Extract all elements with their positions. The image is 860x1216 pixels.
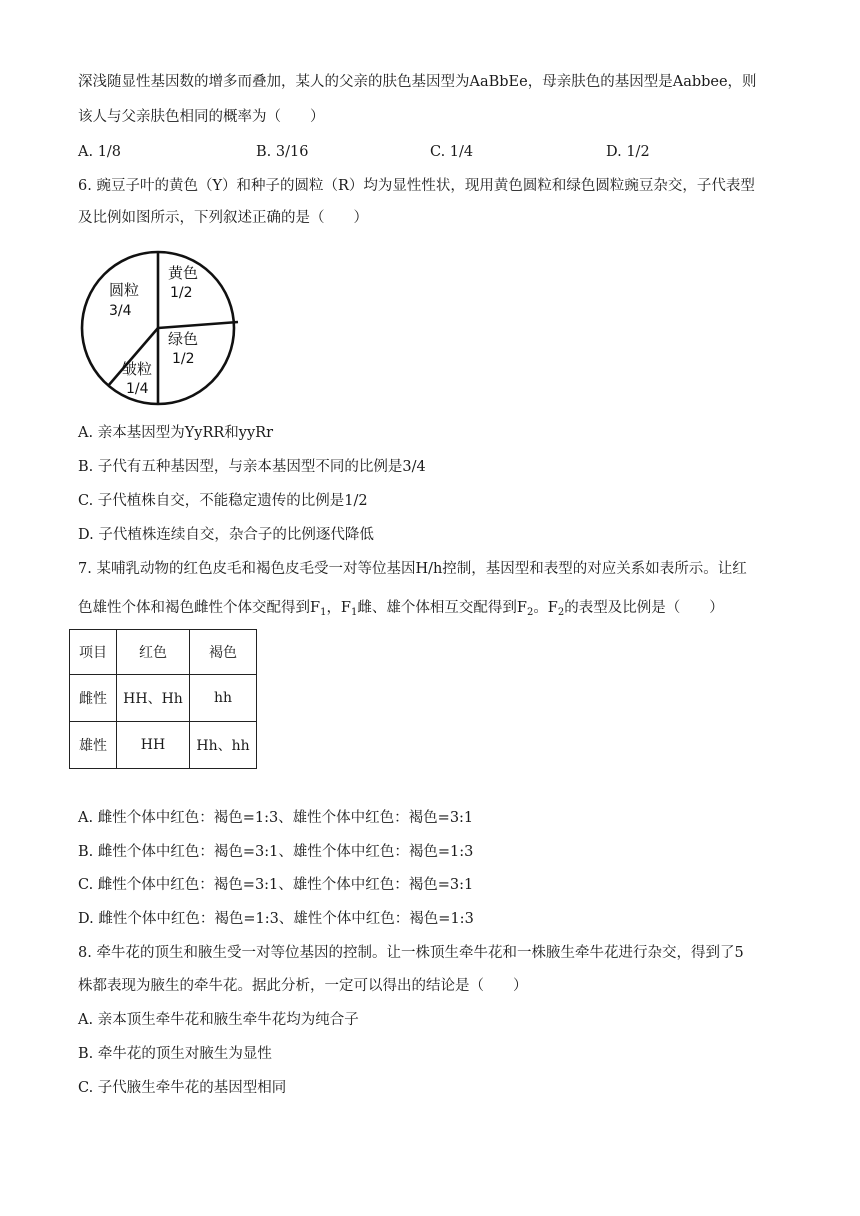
table-cell: 红色: [117, 630, 190, 675]
pie-label-yellow: 黄色: [168, 264, 199, 282]
q5-option-b: B. 3/16: [256, 144, 309, 160]
pie-label-green: 绿色: [168, 330, 199, 348]
q5-option-a: A. 1/8: [78, 144, 122, 160]
q5-stem-line1: 深浅随显性基因数的增多而叠加，某人的父亲的肤色基因型为AaBbEe，母亲肤色的基因型是Aabbee，则: [78, 74, 757, 90]
q8-option-a: A. 亲本顶生牵牛花和腋生牵牛花均为纯合子: [78, 1012, 359, 1028]
q7-stem-line2: 色雄性个体和褐色雌性个体交配得到$F_1$，$F_1$雌、雄个体相互交配得到$F_2$。$F_2$的表型及比例是（ ）: [78, 600, 724, 618]
pie-label-round: 圆粒: [109, 281, 140, 299]
table-row: [70, 722, 257, 769]
q5-option-d: D. 1/2: [606, 144, 650, 160]
q6-option-b: B. 子代有五种基因型，与亲本基因型不同的比例是3/4: [78, 459, 426, 475]
q6-option-c: C. 子代植株自交，不能稳定遗传的比例是1/2: [78, 493, 368, 509]
q7-genotype-table: [69, 629, 257, 769]
q8-stem-line1: 8. 牵牛花的顶生和腋生受一对等位基因的控制。让一株顶生牵牛花和一株腋生牵牛花进行杂交，得到了5: [78, 945, 744, 961]
q7-option-b: B. 雌性个体中红色：褐色=3:1、雄性个体中红色：褐色=1:3: [78, 844, 474, 860]
q5-options: [78, 141, 778, 163]
table-cell: 褐色: [190, 630, 257, 675]
q6-pie-figure: [76, 246, 248, 412]
table-cell: HH、Hh: [117, 675, 190, 722]
q6-option-d: D. 子代植株连续自交，杂合子的比例逐代降低: [78, 527, 374, 543]
table-cell: hh: [190, 675, 257, 722]
q7-stem-line1: 7. 某哺乳动物的红色皮毛和褐色皮毛受一对等位基因H/h控制，基因型和表型的对应关系如表所示。让红: [78, 561, 747, 577]
q6-stem-line2: 及比例如图所示，下列叙述正确的是（ ）: [78, 210, 368, 226]
pie-ratio-round: 3/4: [109, 303, 132, 319]
table-header-row: [70, 630, 257, 675]
q6-option-a: A. 亲本基因型为YyRR和yyRr: [78, 425, 274, 441]
q5-stem-line2: 该人与父亲肤色相同的概率为（ ）: [78, 109, 325, 125]
table-cell: 雌性: [70, 675, 117, 722]
table-cell: 雄性: [70, 722, 117, 769]
table-cell: Hh、hh: [190, 722, 257, 769]
q8-option-b: B. 牵牛花的顶生对腋生为显性: [78, 1046, 272, 1062]
q7-option-a: A. 雌性个体中红色：褐色=1:3、雄性个体中红色：褐色=3:1: [78, 810, 474, 826]
pie-ratio-wrinkled: 1/4: [126, 381, 149, 397]
table-cell: 项目: [70, 630, 117, 675]
q5-option-c: C. 1/4: [430, 144, 474, 160]
q7-option-c: C. 雌性个体中红色：褐色=3:1、雄性个体中红色：褐色=3:1: [78, 877, 474, 893]
table-cell: HH: [117, 722, 190, 769]
q8-option-c: C. 子代腋生牵牛花的基因型相同: [78, 1080, 287, 1096]
q7-option-d: D. 雌性个体中红色：褐色=1:3、雄性个体中红色：褐色=1:3: [78, 911, 474, 927]
pie-ratio-green: 1/2: [172, 351, 195, 367]
pie-ratio-yellow: 1/2: [170, 285, 193, 301]
pie-label-wrinkled: 皱粒: [122, 360, 153, 378]
q6-stem-line1: 6. 豌豆子叶的黄色（Y）和种子的圆粒（R）均为显性性状，现用黄色圆粒和绿色圆粒豌豆杂交，子代表型: [78, 178, 755, 194]
q8-stem-line2: 株都表现为腋生的牵牛花。据此分析，一定可以得出的结论是（ ）: [78, 978, 528, 994]
table-row: [70, 675, 257, 722]
